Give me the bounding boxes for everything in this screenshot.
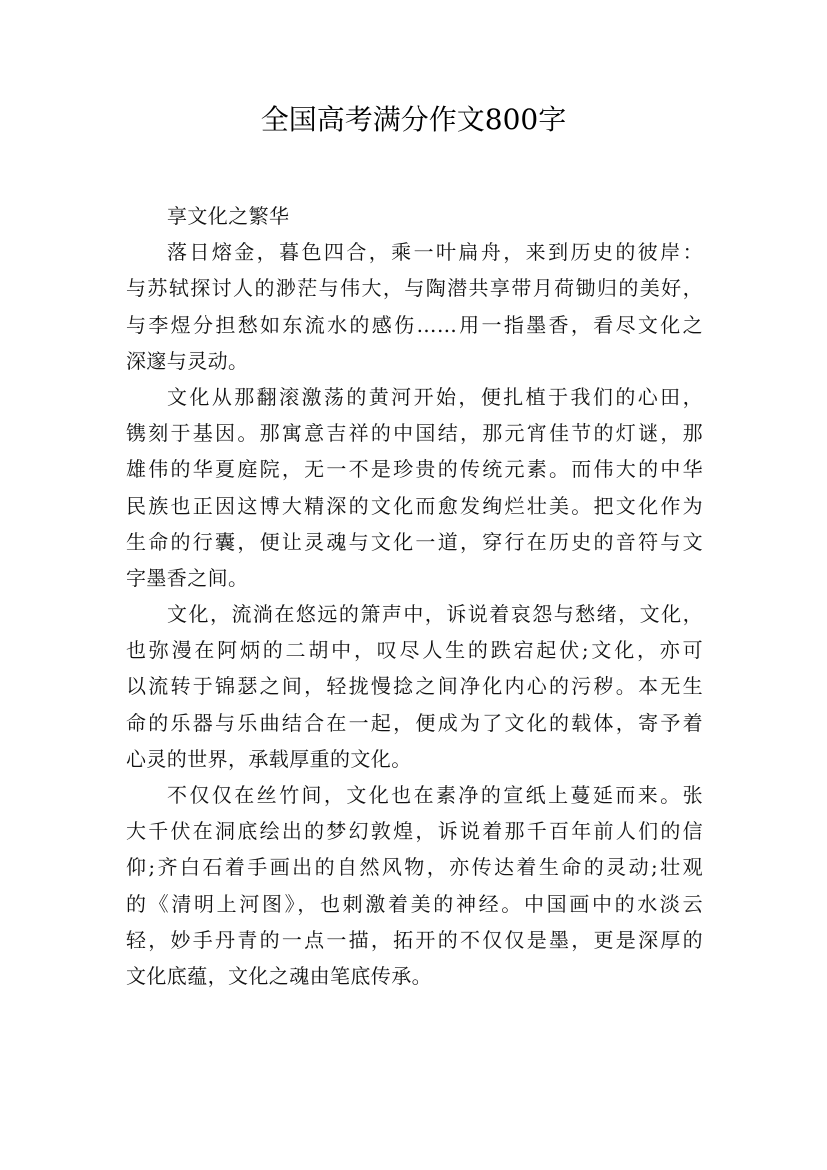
paragraph-line: 与苏轼探讨人的渺茫与伟大，与陶潜共享带月荷锄归的美好， (126, 276, 703, 301)
paragraph-line: 文化，流淌在悠远的箫声中，诉说着哀怨与愁绪，文化， (167, 602, 703, 627)
essay-subtitle: 享文化之繁华 (167, 204, 290, 228)
paragraph-line: 仰;齐白石着手画出的自然风物，亦传达着生命的灵动;壮观 (126, 855, 703, 880)
paragraph-line: 心灵的世界，承载厚重的文化。 (126, 746, 412, 771)
paragraph-line: 生命的行囊，便让灵魂与文化一道，穿行在历史的音符与文 (126, 529, 703, 554)
essay-body (126, 198, 703, 994)
paragraph-line: 不仅仅在丝竹间，文化也在素净的宣纸上蔓延而来。张 (167, 783, 703, 807)
paragraph-line: 轻，妙手丹青的一点一描，拓开的不仅仅是墨，更是深厚的 (126, 927, 703, 952)
paragraph-line: 的《清明上河图》，也刺激着美的神经。中国画中的水淡云 (126, 891, 703, 916)
paragraph-line: 与李煜分担愁如东流水的感伤……用一指墨香，看尽文化之 (126, 312, 703, 337)
paragraph-line: 雄伟的华夏庭院，无一不是珍贵的传统元素。而伟大的中华 (126, 457, 703, 482)
paragraph-line: 大千伏在洞底绘出的梦幻敦煌，诉说着那千百年前人们的信 (126, 819, 703, 844)
document-title: 全国高考满分作文800字 (260, 103, 567, 136)
paragraph-line: 镌刻于基因。那寓意吉祥的中国结，那元宵佳节的灯谜，那 (126, 421, 703, 446)
paragraph-line: 落日熔金，暮色四合，乘一叶扁舟，来到历史的彼岸： (167, 240, 703, 265)
paragraph-line: 也弥漫在阿炳的二胡中，叹尽人生的跌宕起伏;文化，亦可 (126, 638, 703, 663)
paragraph-line: 深邃与灵动。 (126, 348, 249, 373)
paragraph-line: 字墨香之间。 (126, 565, 249, 590)
paragraph-line: 命的乐器与乐曲结合在一起，便成为了文化的载体，寄予着 (126, 710, 703, 735)
paragraph-line: 文化底蕴，文化之魂由笔底传承。 (126, 963, 432, 988)
paragraph-line: 民族也正因这博大精深的文化而愈发绚烂壮美。把文化作为 (126, 493, 703, 518)
paragraph-line: 以流转于锦瑟之间，轻拢慢捻之间净化内心的污秽。本无生 (126, 674, 703, 699)
paragraph-line: 文化从那翻滚激荡的黄河开始，便扎植于我们的心田， (167, 384, 703, 409)
